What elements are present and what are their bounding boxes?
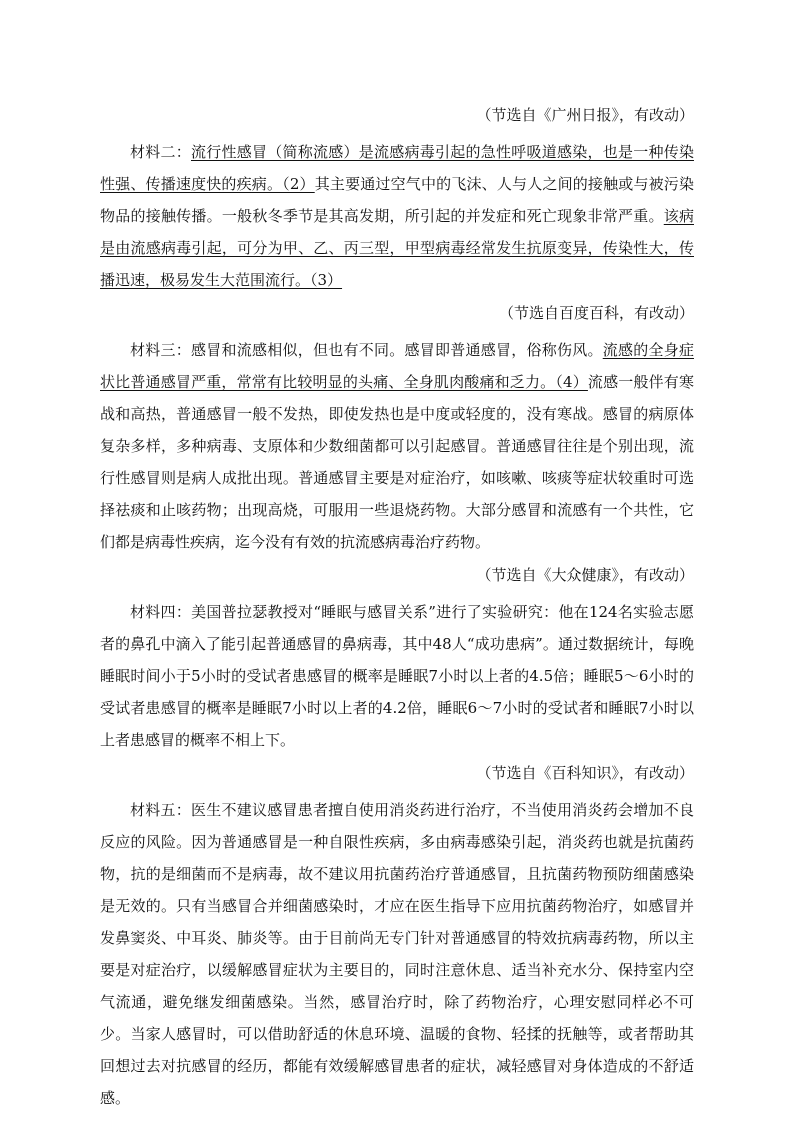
- material-4-paragraph: [100, 596, 694, 756]
- material-5-paragraph: [100, 794, 694, 1114]
- material-2-paragraph: [100, 136, 694, 296]
- material-2-text-1: 其主要通过空气中的飞沫、人与人之间的接触或与被污染物品的接触传播。一般秋冬季节是其高发期，所引起的并发症和死亡现象非常严重。: [100, 175, 694, 225]
- material-2-label: 材料二：: [130, 143, 191, 161]
- material-4-text: 美国普拉瑟教授对“睡眠与感冒关系”进行了实验研究：他在124名实验志愿者的鼻孔中滴入了能引起普通感冒的鼻病毒，其中48人“成功患病”。通过数据统计，每晚睡眠时间小于5小时的受试者患感冒的概率是睡眠7小时以上者的4.5倍；睡眠5～6小时的受试者患感冒的概率是睡眠7小时以上者的4.2倍，睡眠6～7小时的受试者和睡眠7小时以上者患感冒的概率不相上下。: [100, 603, 694, 749]
- source-citation-1: （节选自《广州日报》，有改动）: [476, 106, 694, 124]
- source-citation-2: （节选自百度百科，有改动）: [498, 304, 694, 322]
- material-5-text: 医生不建议感冒患者擅自使用消炎药进行治疗，不当使用消炎药会增加不良反应的风险。因为普通感冒是一种自限性疾病，多由病毒感染引起，消炎药也就是抗菌药物，抗的是细菌而不是病毒，故不建议用抗菌药治疗普通感冒，且抗菌药物预防细菌感染是无效的。只有当感冒合并细菌感染时，才应在医生指导下应用抗菌药物治疗，如感冒并发鼻窦炎、中耳炎、肺炎等。由于目前尚无专门针对普通感冒的特效抗病毒药物，所以主要是对症治疗，以缓解感冒症状为主要目的，同时注意休息、适当补充水分、保持室内空气流通，避免继发细菌感染。当然，感冒治疗时，除了药物治疗，心理安慰同样必不可少。当家人感冒时，可以借助舒适的休息环境、温暖的食物、轻揉的抚触等，或者帮助其回想过去对抗感冒的经历，都能有效缓解感冒患者的症状，减轻感冒对身体造成的不舒适感。: [100, 801, 694, 1107]
- material-3-text-2: 流感一般伴有寒战和高热，普通感冒一般不发热，即使发热也是中度或轻度的，没有寒战。感冒的病原体复杂多样，多种病毒、支原体和少数细菌都可以引起感冒。普通感冒往往是个别出现，流行性感冒则是病人成批出现。普通感冒主要是对症治疗，如咳嗽、咳痰等症状较重时可选择祛痰和止咳药物；出现高烧，可服用一些退烧药物。大部分感冒和流感有一个共性，它们都是病毒性疾病，迄今没有有效的抗流感病毒治疗药物。: [100, 373, 694, 551]
- material-3-underline-1: 流感的全身症状比普通感冒严重，常常有比较明显的头痛、全身肌肉酸痛和乏力。（4）: [100, 341, 694, 391]
- material-4-label: 材料四：: [130, 603, 192, 621]
- material-3-label: 材料三：: [130, 341, 191, 359]
- material-3-text-1: 感冒和流感相似，但也有不同。感冒即普通感冒，俗称伤风。: [191, 341, 603, 359]
- material-3-paragraph: [100, 334, 694, 558]
- material-5-label: 材料五：: [130, 801, 191, 819]
- material-2-underline-2: 该病是由流感病毒引起，可分为甲、乙、丙三型，甲型病毒经常发生抗原变异，传染性大，传播迅速，极易发生大范围流行。（3）: [100, 207, 694, 289]
- document-body: [100, 100, 694, 1114]
- source-citation-3: （节选自《大众健康》，有改动）: [476, 566, 694, 584]
- source-citation-4: （节选自《百科知识》，有改动）: [476, 764, 694, 782]
- material-2-underline-1: 流行性感冒（简称流感）是流感病毒引起的急性呼吸道感染，也是一种传染性强、传播速度快的疾病。（2）: [100, 143, 694, 193]
